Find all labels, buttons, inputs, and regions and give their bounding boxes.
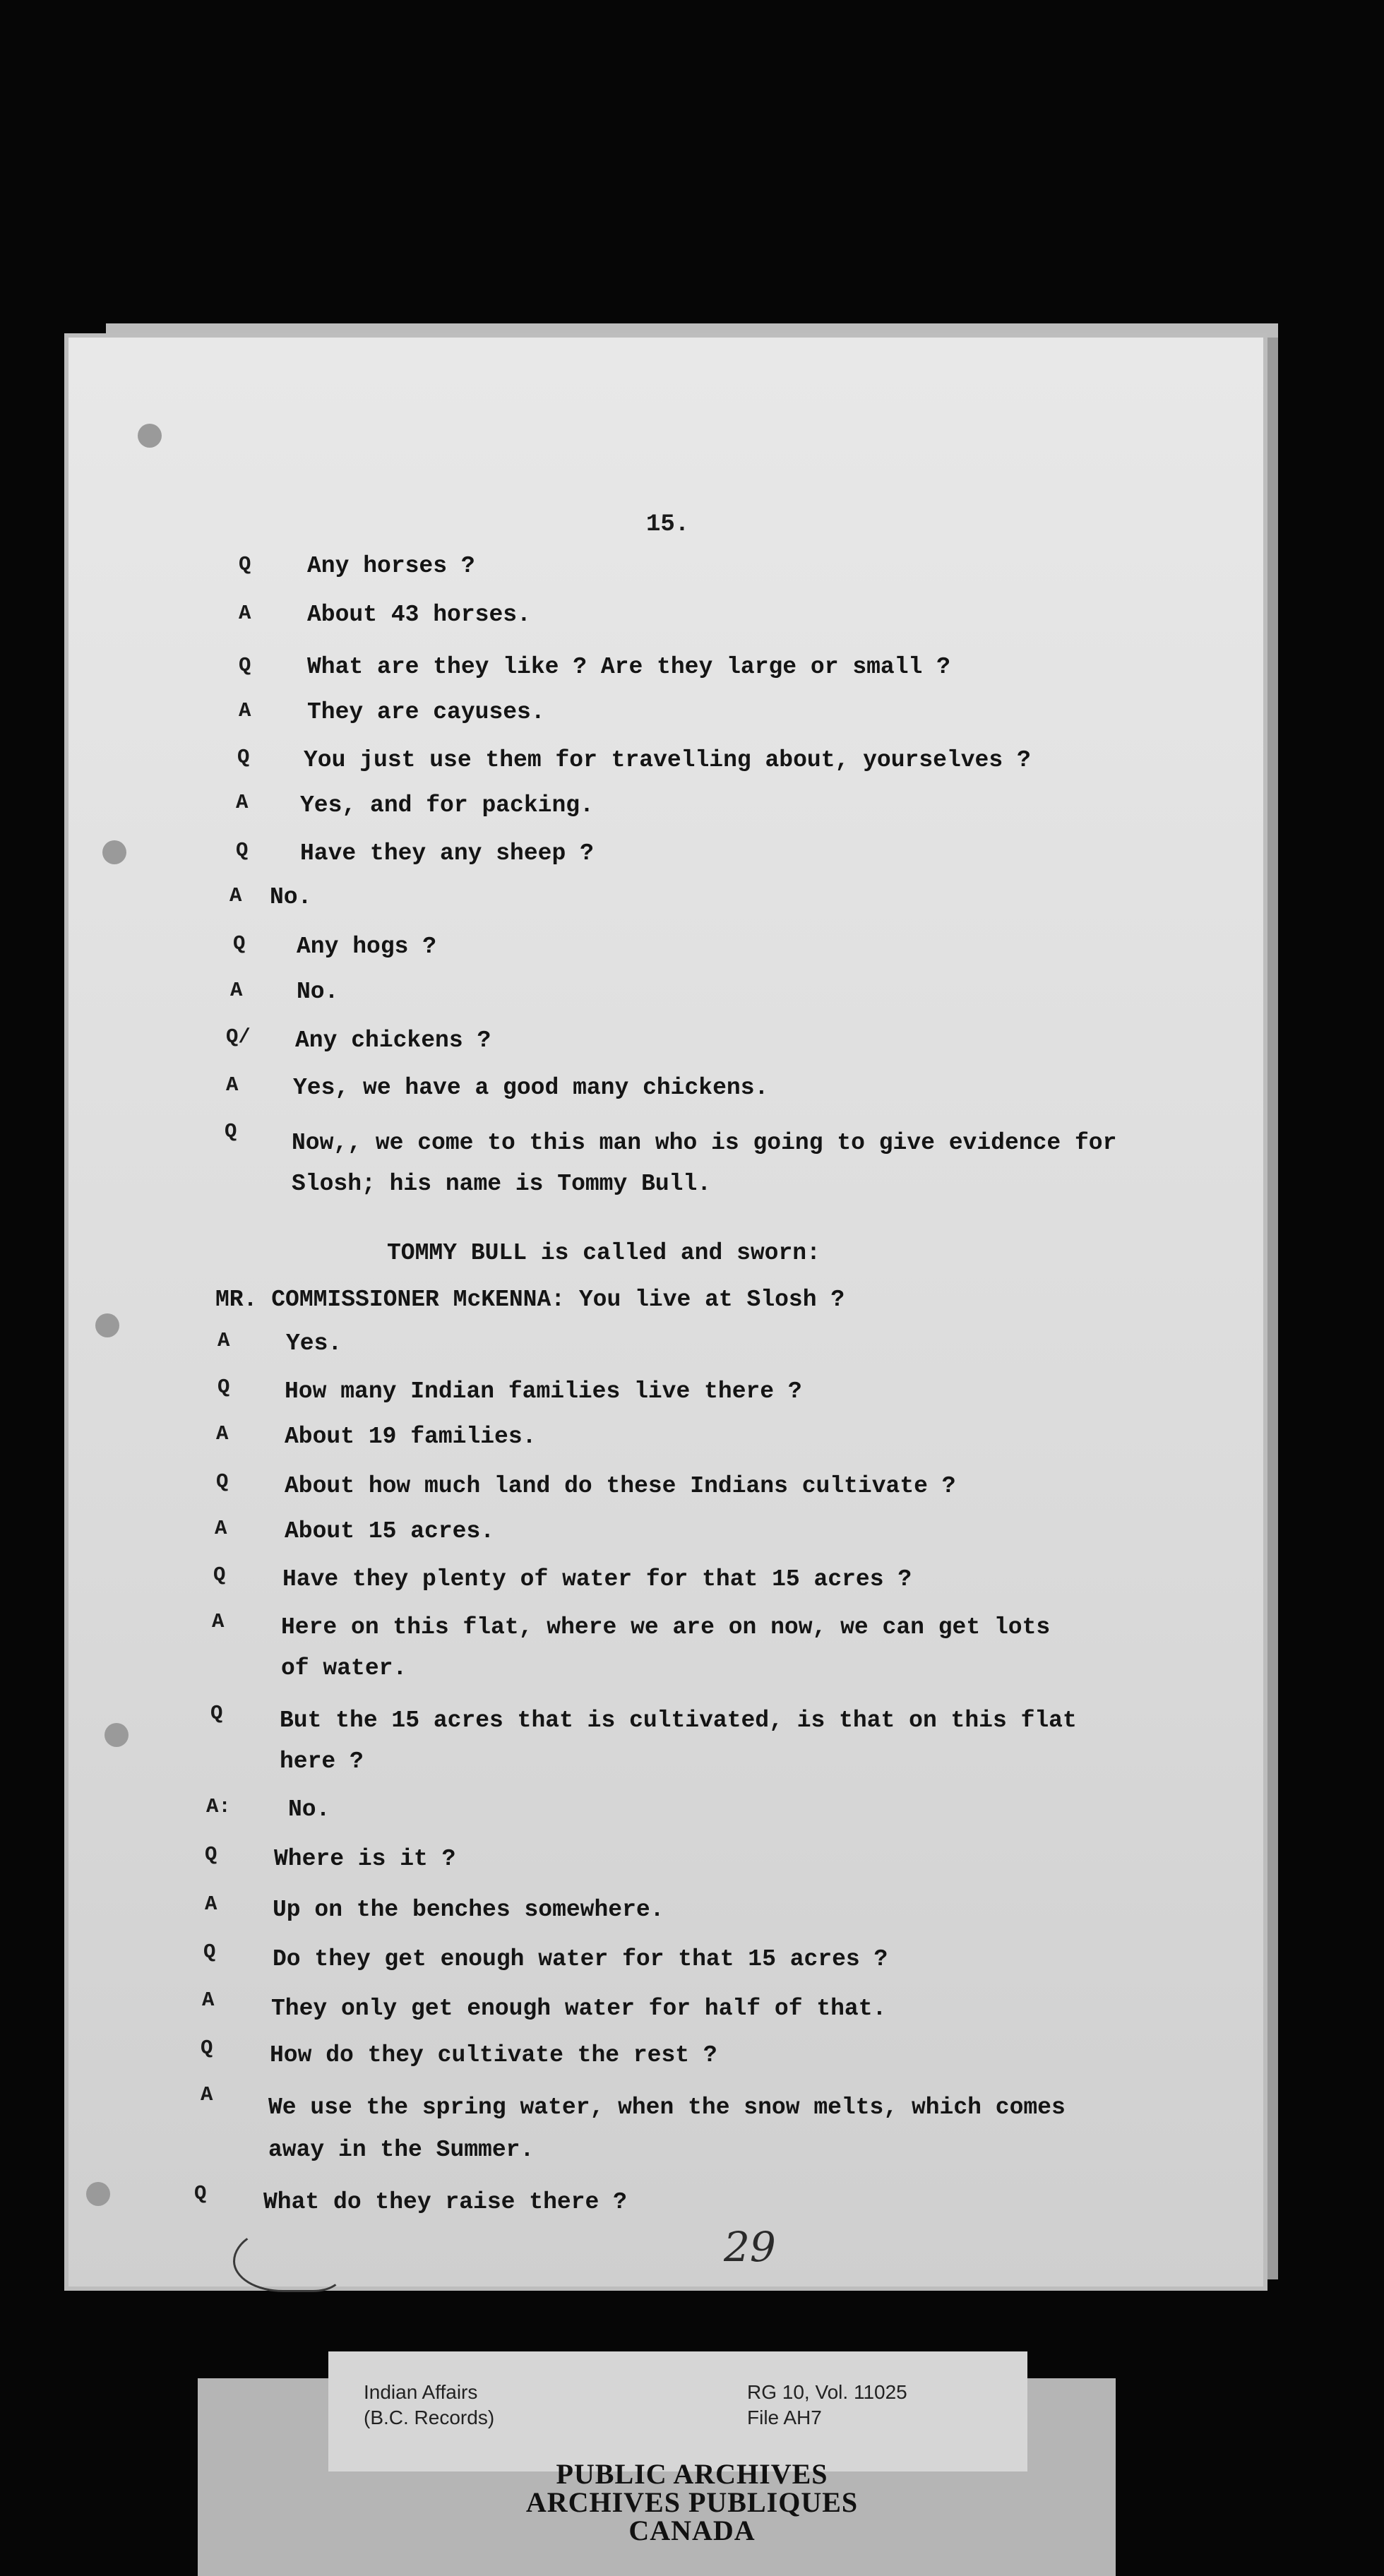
transcript-line: About 43 horses. [307, 602, 531, 628]
line-marker: Q [239, 654, 251, 677]
transcript-line: Where is it ? [274, 1846, 456, 1872]
transcript-line: Now,, we come to this man who is going to give evidence for [292, 1130, 1117, 1156]
archives-stamp-line1: PUBLIC ARCHIVES [556, 2458, 828, 2490]
transcript-line: away in the Summer. [268, 2137, 535, 2163]
transcript-line: Up on the benches somewhere. [273, 1897, 664, 1923]
line-marker: Q [205, 1843, 217, 1866]
label-collection: Indian Affairs [364, 2381, 478, 2403]
transcript-line: They are cayuses. [307, 699, 545, 725]
transcript-line: About how much land do these Indians cultivate ? [285, 1473, 956, 1499]
transcript-line: Do they get enough water for that 15 acres ? [273, 1946, 888, 1972]
transcript-line: Slosh; his name is Tommy Bull. [292, 1171, 712, 1197]
transcript-line: Yes, and for packing. [300, 792, 594, 818]
line-marker: A [239, 602, 251, 625]
line-marker: Q [213, 1563, 226, 1587]
transcript-line: Any chickens ? [295, 1027, 491, 1054]
line-marker: Q [239, 553, 251, 576]
line-marker: Q [237, 746, 250, 769]
transcript-line: How many Indian families live there ? [285, 1378, 802, 1405]
archives-stamp-line3: CANADA [628, 2515, 756, 2546]
punch-hole [102, 840, 126, 864]
punch-hole [86, 2182, 110, 2206]
transcript-line: Yes. [286, 1330, 342, 1356]
transcript-line: No. [297, 979, 339, 1005]
transcript-line: But the 15 acres that is cultivated, is that on this flat [280, 1707, 1077, 1734]
transcript-line: About 19 families. [285, 1424, 537, 1450]
line-marker: A [230, 979, 243, 1002]
transcript-line: Here on this flat, where we are on now, we can get lots [281, 1614, 1051, 1640]
line-marker: A [236, 791, 249, 814]
line-marker: A [215, 1517, 227, 1540]
transcript-line: You just use them for travelling about, yourselves ? [304, 747, 1031, 773]
transcript-line: here ? [280, 1748, 364, 1775]
transcript-line: of water. [281, 1655, 407, 1681]
transcript-line: Have they any sheep ? [300, 840, 594, 866]
transcript-line: About 15 acres. [285, 1518, 495, 1544]
transcript-line: Yes, we have a good many chickens. [293, 1075, 769, 1101]
line-marker: A: [206, 1795, 231, 1818]
transcript-line: We use the spring water, when the snow melts, which comes [268, 2094, 1066, 2121]
transcript-line: Any hogs ? [297, 934, 437, 960]
line-marker: A [212, 1610, 225, 1633]
page-number: 15. [646, 511, 690, 538]
line-marker: Q [194, 2182, 207, 2205]
punch-hole [95, 1313, 119, 1337]
line-marker: Q [210, 1702, 223, 1725]
transcript-line: How do they cultivate the rest ? [270, 2042, 717, 2068]
line-marker: Q [216, 1470, 229, 1493]
line-marker: Q [236, 839, 249, 862]
witness-heading: TOMMY BULL is called and sworn: [387, 1240, 821, 1266]
transcript-line: They only get enough water for half of that. [271, 1996, 887, 2022]
transcript-line: Have they plenty of water for that 15 acres ? [282, 1566, 912, 1592]
label-file: File AH7 [747, 2407, 822, 2428]
line-marker: Q [201, 2037, 213, 2060]
line-marker: A [202, 1988, 215, 2012]
label-collection-sub: (B.C. Records) [364, 2407, 495, 2428]
label-reference: RG 10, Vol. 11025 [747, 2381, 907, 2403]
transcript-line: Any horses ? [307, 553, 475, 579]
line-marker: A [229, 884, 242, 907]
line-marker: A [205, 1892, 217, 1916]
archives-stamp-line2: ARCHIVES PUBLIQUES [525, 2486, 859, 2518]
punch-hole [138, 424, 162, 448]
line-marker: A [226, 1073, 239, 1097]
handwritten-page-number: 29 [724, 2223, 776, 2271]
line-marker: Q [217, 1376, 230, 1399]
punch-hole [105, 1723, 129, 1747]
line-marker: A [216, 1422, 229, 1445]
transcript-line: No. [288, 1796, 330, 1823]
line-marker: Q/ [226, 1025, 251, 1049]
line-marker: Q [225, 1120, 237, 1143]
speaker-line: MR. COMMISSIONER McKENNA: You live at Slosh ? [215, 1287, 845, 1313]
line-marker: A [239, 699, 251, 722]
transcript-line: What do they raise there ? [263, 2189, 627, 2215]
transcript-line: No. [270, 884, 312, 910]
line-marker: Q [203, 1940, 216, 1964]
transcript-line: What are they like ? Are they large or small ? [307, 654, 950, 680]
line-marker: A [217, 1329, 230, 1352]
line-marker: Q [233, 932, 246, 955]
line-marker: A [201, 2083, 213, 2106]
